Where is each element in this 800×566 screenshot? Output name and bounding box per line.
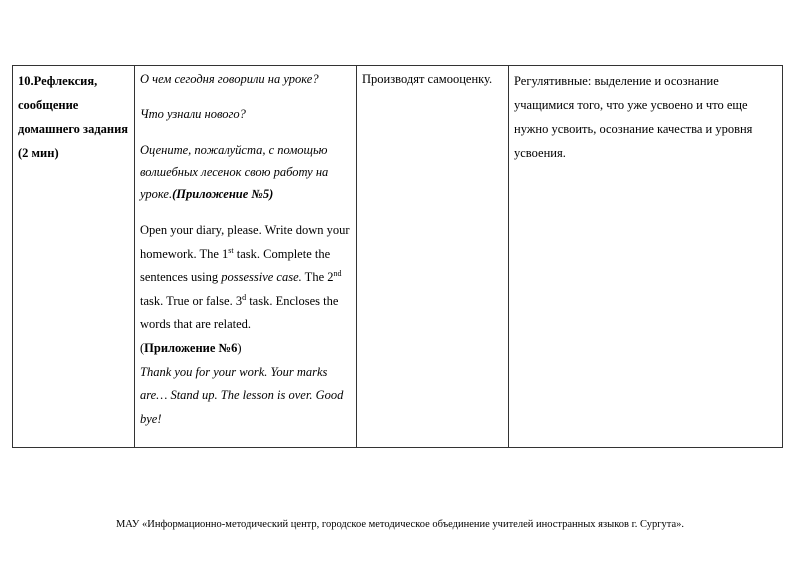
question-2: Что узнали нового? bbox=[140, 107, 246, 121]
appendix-6-ref: Приложение №6 bbox=[144, 340, 238, 355]
students-activity-cell: Производят самооценку. bbox=[357, 66, 509, 448]
appendix-5-ref: (Приложение №5) bbox=[172, 187, 274, 201]
homework-text: Open your diary, please. Write down your homework. The 1st task. Complete the sentences using possessive case. The 2nd task. True or false. 3$^d$ task. Encloses the words that are related. (Приложение №6) Thank you for your work. Your marks are… Stand up. The lesson is over. Good bye! bbox=[140, 223, 350, 426]
closing-text: Thank you for your work. Your marks are… Stand up. The lesson is over. Good bye! bbox=[140, 364, 344, 426]
stage-title: Рефлексия, сообщение домашнего задания (2 мин) bbox=[18, 74, 129, 160]
question-1: О чем сегодня говорили на уроке? bbox=[140, 72, 319, 86]
lesson-table bbox=[12, 65, 783, 448]
page-footer: МАУ «Информационно-методический центр, городское методическое объединение учителей иностранных языков г. Сургута». bbox=[115, 519, 685, 530]
stage-cell bbox=[13, 66, 135, 448]
teacher-activity-cell bbox=[135, 66, 357, 448]
uud-cell: Регулятивные: выделение и осознание учащимися того, что уже усвоено и что еще нужно усвоить, осознание качества и уровня усвоения. bbox=[509, 66, 783, 448]
stage-number: 10. bbox=[18, 74, 34, 88]
self-assessment-instruction: Оцените, пожалуйста, с помощью волшебных лесенок свою работу на уроке.(Приложение №5) bbox=[140, 143, 329, 201]
table-row bbox=[13, 66, 783, 448]
